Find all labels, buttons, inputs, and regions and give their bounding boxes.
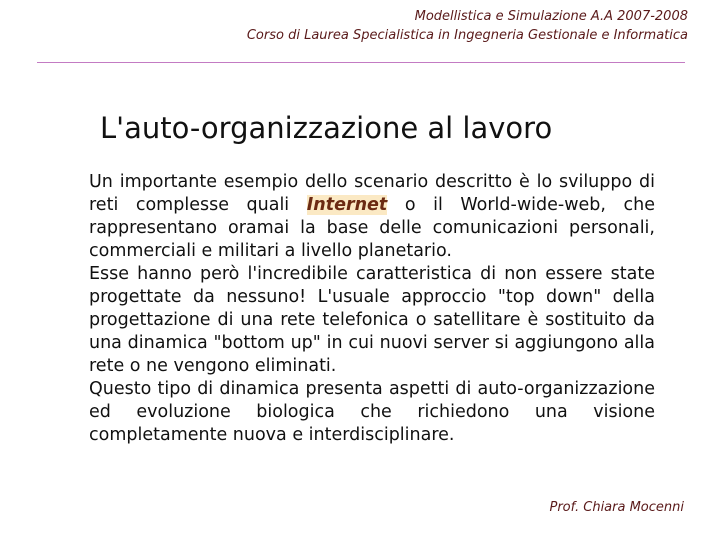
paragraph-internet — [89, 171, 655, 263]
slide-body — [89, 171, 655, 447]
degree-program-line: Corso di Laurea Specialistica in Ingegneria Gestionale e Informatica — [246, 28, 688, 43]
paragraph-self-organization: Questo tipo di dinamica presenta aspetti di auto-organizzazione ed evoluzione biologica che richiedono una visione completamente nuova e interdisciplinare. — [89, 379, 655, 445]
course-year-line: Modellistica e Simulazione A.A 2007-2008 — [414, 9, 688, 24]
paragraph-internet-end: o il World-wide-web, che rappresentano oramai la base delle comunicazioni personali, commerciali e militari a livello planetario. — [89, 195, 655, 261]
internet-highlight: Internet — [306, 195, 388, 215]
slide-header — [247, 7, 688, 45]
header-divider — [37, 62, 685, 63]
paragraph-bottom-up: Esse hanno però l'incredibile caratteristica di non essere state progettate da nessuno! L'usuale approccio "top down" della progettazione di una rete telefonica o satellitare è sostituito da una dinamica "bottom up" in cui nuovi server si aggiungono alla rete o ne vengono eliminati. — [89, 264, 655, 376]
paragraph-internet-start: Un importante esempio dello scenario descritto è lo sviluppo di reti complesse quali — [89, 172, 655, 215]
author-footer: Prof. Chiara Mocenni — [549, 500, 684, 515]
slide-title: L'auto-organizzazione al lavoro — [100, 111, 553, 145]
